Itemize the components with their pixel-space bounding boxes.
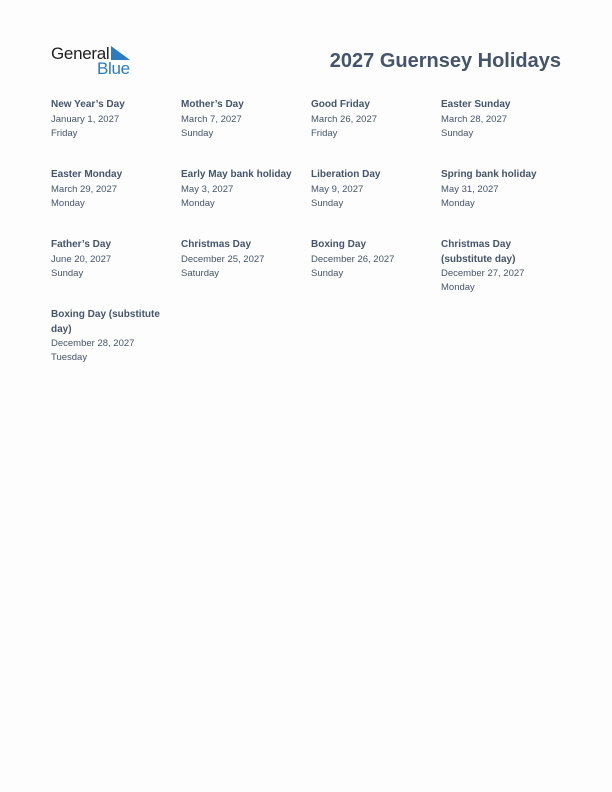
holiday-date: January 1, 2027 — [51, 113, 120, 125]
holiday-name: Boxing Day — [311, 239, 367, 250]
holiday-weekday: Sunday — [311, 267, 344, 279]
holiday-weekday: Monday — [181, 197, 215, 209]
logo-word-general: General — [51, 44, 110, 63]
holiday-weekday: Tuesday — [51, 352, 88, 363]
holiday-date: May 3, 2027 — [181, 183, 234, 195]
holiday-date: May 31, 2027 — [441, 183, 499, 195]
holiday-weekday: Friday — [51, 127, 78, 139]
holiday-date: March 28, 2027 — [441, 113, 508, 125]
holiday-name: Early May bank holiday — [181, 169, 292, 180]
holiday-date: December 28, 2027 — [51, 338, 135, 349]
holiday-item — [311, 168, 433, 211]
holiday-item — [181, 168, 303, 211]
holiday-name: Easter Monday — [51, 169, 123, 180]
holiday-name: New Year’s Day — [51, 99, 125, 110]
holiday-item — [441, 98, 563, 141]
holiday-name: Mother’s Day — [181, 99, 244, 110]
holiday-item — [311, 98, 433, 141]
holiday-weekday: Sunday — [311, 197, 344, 209]
holiday-item — [181, 238, 303, 281]
holiday-name: Christmas Day (substitute day) — [441, 239, 516, 265]
holiday-weekday: Saturday — [181, 267, 220, 279]
holiday-date: December 26, 2027 — [311, 253, 395, 265]
holiday-date: December 27, 2027 — [441, 268, 525, 279]
holiday-date: June 20, 2027 — [51, 253, 112, 265]
holiday-date: March 29, 2027 — [51, 183, 118, 195]
holiday-weekday: Sunday — [181, 127, 214, 139]
holiday-item — [311, 238, 433, 281]
holiday-name: Liberation Day — [311, 169, 381, 180]
blue-triangle-icon — [111, 46, 130, 60]
holiday-weekday: Friday — [311, 127, 338, 139]
holiday-item — [51, 168, 173, 211]
holiday-item — [441, 168, 563, 211]
holiday-date: December 25, 2027 — [181, 253, 265, 265]
holiday-date: May 9, 2027 — [311, 183, 364, 195]
holiday-item — [441, 238, 541, 295]
logo-word-blue: Blue — [97, 59, 130, 78]
holiday-weekday: Monday — [51, 197, 85, 209]
page-title: 2027 Guernsey Holidays — [329, 50, 561, 72]
holiday-item — [51, 98, 173, 141]
holiday-date: March 26, 2027 — [311, 113, 378, 125]
holiday-name: Christmas Day — [181, 239, 252, 250]
holiday-weekday: Monday — [441, 282, 475, 293]
holiday-name: Good Friday — [311, 99, 370, 110]
holiday-name: Boxing Day (substitute day) — [51, 309, 160, 335]
generalblue-logo — [51, 44, 141, 78]
holiday-name: Father’s Day — [51, 239, 112, 250]
holiday-name: Easter Sunday — [441, 99, 511, 110]
holiday-item — [181, 98, 303, 141]
holiday-weekday: Sunday — [51, 267, 84, 279]
holiday-weekday: Sunday — [441, 127, 474, 139]
holiday-item — [51, 238, 173, 281]
holiday-item — [51, 308, 169, 365]
holiday-date: March 7, 2027 — [181, 113, 242, 125]
holiday-name: Spring bank holiday — [441, 169, 537, 180]
holiday-weekday: Monday — [441, 197, 475, 209]
